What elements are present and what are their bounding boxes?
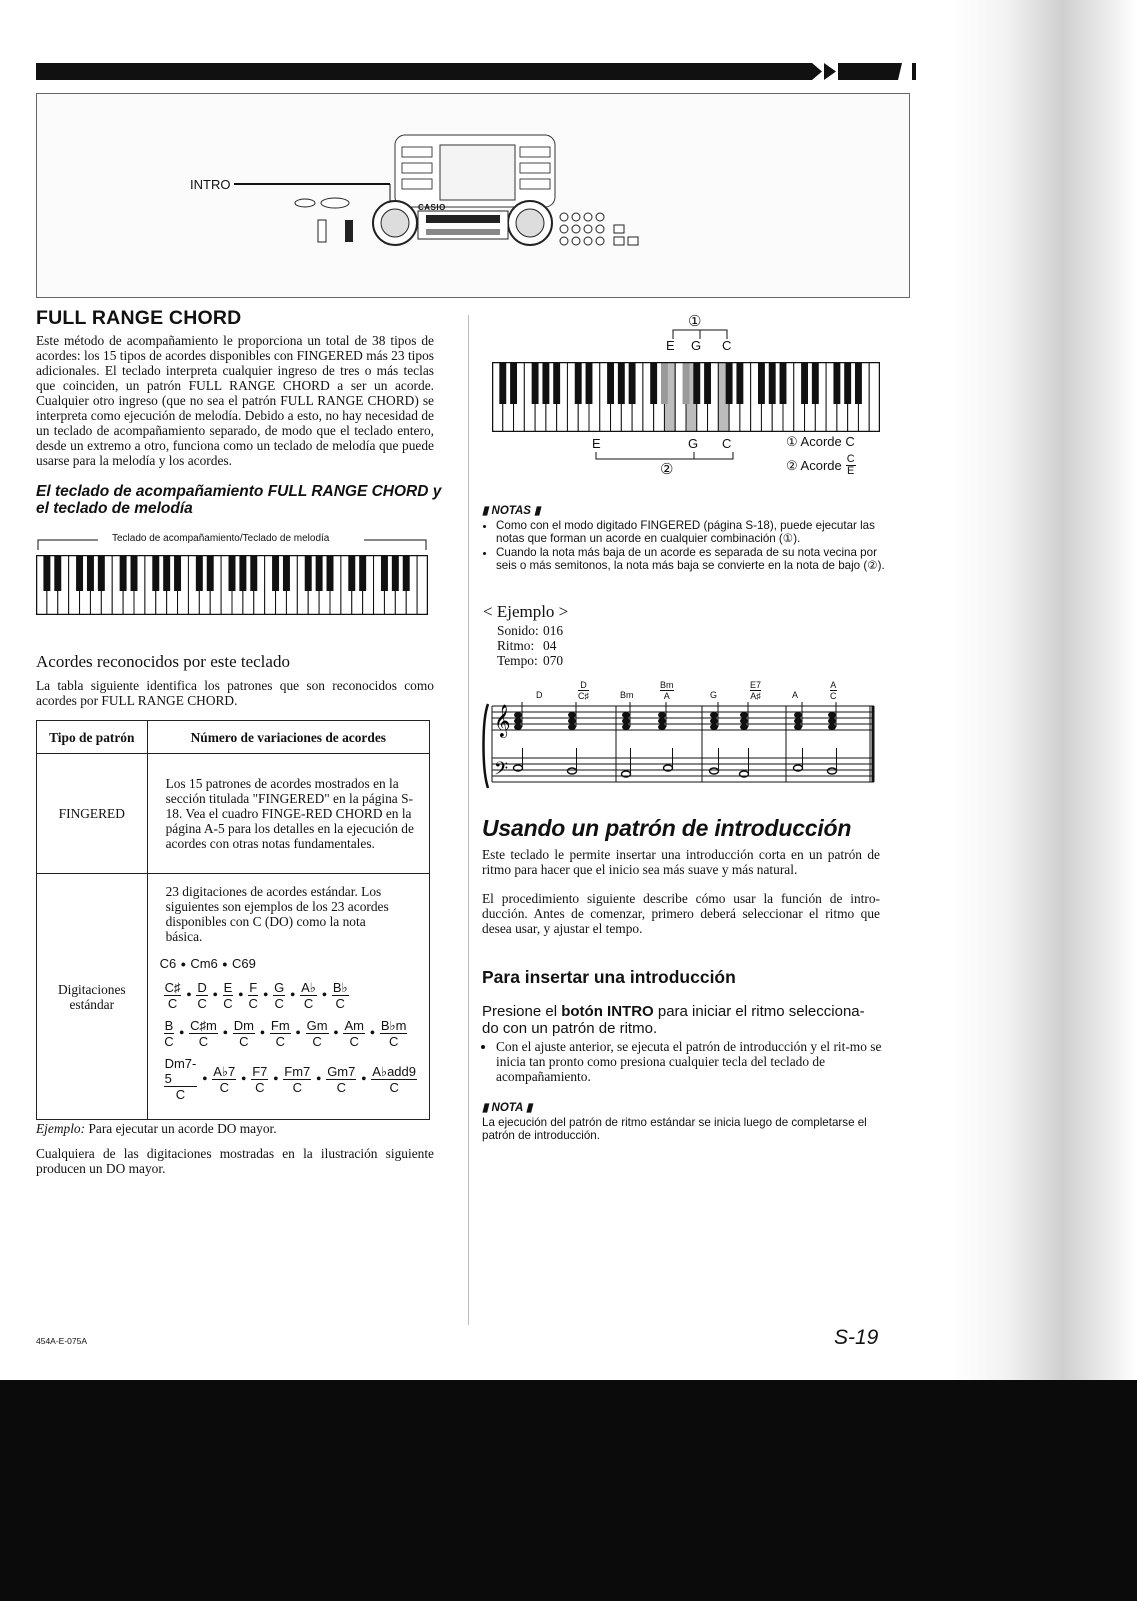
chord-denominator: C bbox=[349, 1034, 359, 1050]
legend2-denominator: E bbox=[847, 465, 855, 477]
note-head bbox=[658, 724, 666, 730]
black-key bbox=[229, 555, 236, 591]
black-key bbox=[131, 555, 138, 591]
chord-numerator: G bbox=[274, 980, 285, 996]
slash-chord bbox=[223, 980, 234, 1011]
black-key bbox=[780, 362, 787, 404]
row-fingered-type: FINGERED bbox=[37, 754, 148, 874]
white-key bbox=[417, 555, 428, 615]
chord-separator-dot: • bbox=[212, 988, 218, 1004]
score-chord bbox=[578, 680, 589, 701]
note-head bbox=[794, 712, 802, 718]
full-range-title: FULL RANGE CHORD bbox=[36, 307, 242, 329]
slash-chord bbox=[212, 1064, 236, 1095]
scanner-background bbox=[0, 1380, 1137, 1601]
black-key bbox=[833, 362, 840, 404]
chord-separator-dot: • bbox=[361, 1071, 367, 1087]
chord-numerator: A♭add9 bbox=[372, 1063, 416, 1079]
white-key bbox=[869, 362, 880, 432]
note-head bbox=[514, 724, 522, 730]
example-label: Ejemplo: bbox=[36, 1121, 86, 1136]
intro-bullet: • Con el ajuste anterior, se ejecuta el patrón de introducción y el rit-mo se inicia tan pronto como presiona cualquier tecla del teclado de acompañamiento. bbox=[496, 1039, 894, 1084]
black-key bbox=[87, 555, 94, 591]
chord-separator-dot: • bbox=[179, 1026, 185, 1042]
black-key bbox=[575, 362, 582, 404]
slash-chord bbox=[164, 1056, 198, 1102]
black-key bbox=[510, 362, 517, 404]
black-key bbox=[272, 555, 279, 591]
chord-numerator: C♯ bbox=[164, 980, 181, 996]
note-head bbox=[622, 712, 630, 718]
chord-separator-dot: • bbox=[202, 1071, 208, 1087]
document-code: 454A-E-075A bbox=[36, 1336, 88, 1346]
slash-chord bbox=[248, 980, 258, 1011]
nota-text: La ejecución del patrón de ritmo estándar se inicia luego de completarse el patrón de introducción. bbox=[482, 1116, 867, 1143]
intro-label: INTRO bbox=[190, 177, 231, 192]
slash-chord bbox=[233, 1018, 255, 1049]
note-head bbox=[514, 712, 522, 718]
ejemplo-row-sonido: Sonido: 016 bbox=[497, 623, 564, 638]
row-standard-cell bbox=[147, 874, 429, 1120]
black-key bbox=[586, 362, 593, 404]
chord-separator-dot: • bbox=[321, 988, 327, 1004]
nota-mark-right: ▮ bbox=[522, 1102, 533, 1114]
chord-separator-dot: • bbox=[241, 1071, 247, 1087]
nota-mark-left: ▮ bbox=[482, 1102, 492, 1114]
chord-keyboard-diagram bbox=[492, 362, 880, 432]
chord-numerator: A♭7 bbox=[213, 1063, 236, 1079]
chord-numerator: Gm7 bbox=[327, 1063, 356, 1079]
chord-denominator: C bbox=[336, 1079, 346, 1095]
slash-chord bbox=[283, 1064, 311, 1095]
chord-separator-dot: • bbox=[222, 956, 228, 973]
example-line bbox=[36, 1121, 277, 1137]
chord-denominator: C bbox=[389, 1079, 399, 1095]
slash-chord bbox=[189, 1018, 218, 1049]
bottom-note-c: C bbox=[722, 436, 732, 451]
bottom-note-e: E bbox=[592, 436, 601, 451]
insert-intro-heading: Para insertar una introducción bbox=[482, 967, 736, 987]
note-head bbox=[622, 718, 630, 724]
legend2-numerator: C bbox=[846, 453, 855, 465]
score-chord-root: A bbox=[792, 690, 799, 700]
chord-numerator: F bbox=[249, 980, 258, 996]
chord-numerator: Dm7-5 bbox=[164, 1056, 197, 1087]
note-head bbox=[740, 718, 748, 724]
note-head bbox=[740, 724, 748, 730]
col-header-type: Tipo de patrón bbox=[37, 721, 148, 754]
chord-separator-dot: • bbox=[180, 956, 186, 973]
legend-acorde-c: ① Acorde C bbox=[786, 434, 855, 449]
chord-denominator: C bbox=[274, 996, 284, 1012]
row-fingered-desc: Los 15 patrones de acordes mostrados en la sección titulada "FINGERED" en la página S-18. Vea el cuadro FINGE-RED CHORD en la página A-5 para los detalles en la ejecución de acordes con otras notas fundamentales. bbox=[147, 754, 429, 874]
chord-separator-dot: • bbox=[273, 1071, 279, 1087]
chord-numerator: Fm7 bbox=[284, 1063, 311, 1079]
ejemplo-row-tempo: Tempo: 070 bbox=[497, 653, 564, 668]
example-closing: Cualquiera de las digitaciones mostradas en la ilustración siguiente producen un DO mayor. bbox=[36, 1146, 434, 1176]
black-key bbox=[152, 555, 159, 591]
note-head bbox=[828, 712, 836, 718]
chord-numerator: B♭m bbox=[380, 1018, 407, 1034]
legend-acorde-c-e bbox=[786, 454, 860, 477]
black-key bbox=[704, 362, 711, 404]
keyboard-device-illustration bbox=[230, 125, 650, 255]
col-header-variations: Número de variaciones de acordes bbox=[147, 721, 429, 754]
slash-chord-row bbox=[160, 1056, 421, 1102]
chord-denominator: C bbox=[164, 1034, 174, 1050]
intro-step-pre: Presione el bbox=[482, 1003, 562, 1020]
row-standard-type: Digitaciones estándar bbox=[37, 874, 148, 1120]
slash-chord bbox=[380, 1018, 408, 1049]
ejemplo-settings bbox=[497, 623, 563, 668]
slash-chord bbox=[196, 980, 207, 1011]
ejemplo-title: < Ejemplo > bbox=[483, 602, 569, 621]
score-chord bbox=[792, 690, 798, 700]
black-key bbox=[758, 362, 765, 404]
black-key bbox=[607, 362, 614, 404]
chord-separator-dot: • bbox=[186, 988, 192, 1004]
chord-separator-dot: • bbox=[263, 988, 269, 1004]
score-chord-bass: C bbox=[830, 691, 837, 701]
note-head bbox=[658, 712, 666, 718]
black-key bbox=[76, 555, 83, 591]
slash-chord bbox=[332, 980, 349, 1011]
black-key bbox=[683, 362, 690, 404]
notas-item-2: • Cuando la nota más baja de un acorde es separada de su nota vecina por seis o más semitonos, la nota más baja se convierte en la nota de bajo (②). bbox=[496, 546, 894, 573]
score-chord bbox=[620, 690, 634, 700]
chord-denominator: C bbox=[335, 996, 345, 1012]
score-chord bbox=[830, 680, 837, 701]
black-key bbox=[661, 362, 668, 404]
chord-numerator: D bbox=[197, 980, 207, 996]
score-chord bbox=[710, 690, 717, 700]
column-divider bbox=[468, 315, 469, 1325]
simple-chords bbox=[160, 956, 421, 972]
score-chord-root: A bbox=[830, 680, 837, 690]
chord-c6: C6 bbox=[159, 956, 177, 971]
chord-denominator: C bbox=[197, 996, 207, 1012]
chord-denominator: C bbox=[312, 1034, 322, 1050]
notas-title: NOTAS bbox=[491, 505, 531, 517]
chord-denominator: C bbox=[223, 996, 233, 1012]
score-chord-root: D bbox=[578, 680, 589, 691]
chord-separator-dot: • bbox=[333, 1026, 339, 1042]
black-key bbox=[650, 362, 657, 404]
chord-denominator: C bbox=[303, 996, 314, 1012]
full-keyboard-diagram bbox=[36, 555, 428, 615]
black-key bbox=[43, 555, 50, 591]
chord-numerator: C♯m bbox=[190, 1018, 217, 1034]
chord-denominator: C bbox=[198, 1034, 209, 1050]
chord-numerator: Am bbox=[344, 1018, 364, 1034]
score-chord bbox=[660, 680, 674, 701]
chord-numerator: Gm bbox=[306, 1018, 328, 1034]
chord-separator-dot: • bbox=[238, 988, 244, 1004]
notas-mark-right: ▮ bbox=[530, 505, 541, 517]
chord-denominator: C bbox=[255, 1079, 265, 1095]
header-bar-arrows bbox=[812, 63, 912, 80]
chord-numerator: F7 bbox=[252, 1063, 268, 1079]
chord-numerator: B bbox=[164, 1018, 174, 1034]
chord-numerator: B♭ bbox=[332, 980, 348, 996]
notas-mark-left: ▮ bbox=[482, 505, 492, 517]
chord-numerator: Dm bbox=[233, 1018, 254, 1034]
note-head bbox=[568, 718, 576, 724]
chord-denominator: C bbox=[175, 1087, 186, 1103]
black-key bbox=[174, 555, 181, 591]
chord-numerator: E bbox=[223, 980, 233, 996]
chord-separator-dot: • bbox=[259, 1026, 265, 1042]
bass-note-head bbox=[828, 768, 837, 774]
black-key bbox=[283, 555, 290, 591]
black-key bbox=[801, 362, 808, 404]
note-head bbox=[794, 718, 802, 724]
recognized-heading: Acordes reconocidos por este teclado bbox=[36, 652, 290, 671]
black-key bbox=[54, 555, 61, 591]
treble-clef-icon: 𝄞 bbox=[494, 704, 511, 737]
chord-separator-dot: • bbox=[369, 1026, 375, 1042]
black-key bbox=[316, 555, 323, 591]
note-head bbox=[514, 718, 522, 724]
black-key bbox=[403, 555, 410, 591]
chord-denominator: C bbox=[292, 1079, 302, 1095]
slash-chord bbox=[270, 1018, 291, 1049]
score-chord-root: Bm bbox=[620, 690, 634, 700]
score-chord-bass: A♯ bbox=[750, 691, 761, 701]
score-chord bbox=[750, 680, 761, 701]
pattern-table bbox=[36, 720, 430, 1120]
intro-bullet-list bbox=[482, 1039, 894, 1084]
black-key bbox=[163, 555, 170, 591]
chord-denominator: C bbox=[239, 1034, 249, 1050]
chord-c69: C69 bbox=[231, 956, 256, 971]
black-key bbox=[250, 555, 257, 591]
intro-step-post: para iniciar el ritmo selecciona-do con un patrón de ritmo. bbox=[482, 1003, 865, 1037]
bass-note-head bbox=[568, 768, 577, 774]
row-standard-desc: 23 digitaciones de acordes estándar. Los siguientes son ejemplos de los 23 acordes disponibles con C (DO) como la nota básica. bbox=[165, 884, 389, 944]
slash-chord bbox=[164, 980, 182, 1011]
black-key bbox=[844, 362, 851, 404]
slash-chord bbox=[300, 980, 317, 1011]
black-key bbox=[239, 555, 246, 591]
slash-chord bbox=[164, 1018, 175, 1049]
slash-chord-row bbox=[160, 980, 421, 1011]
black-key bbox=[532, 362, 539, 404]
ejemplo-row-ritmo: Ritmo: 04 bbox=[497, 638, 557, 653]
grand-staff-brace bbox=[484, 704, 489, 788]
example-text: Para ejecutar un acorde DO mayor. bbox=[88, 1121, 277, 1136]
score-chord-root: G bbox=[710, 690, 718, 700]
chord-denominator: C bbox=[248, 996, 258, 1012]
chord-cm6: Cm6 bbox=[190, 956, 218, 971]
slash-chord bbox=[343, 1018, 365, 1049]
chord-numerator: A♭ bbox=[301, 980, 316, 996]
note-head bbox=[568, 724, 576, 730]
nota-title: NOTA bbox=[491, 1102, 523, 1114]
notas-list bbox=[482, 519, 894, 573]
slash-chord bbox=[251, 1064, 268, 1095]
full-range-intro: Este método de acompañamiento le proporciona un total de 38 tipos de acordes: los 15 tipos de acordes disponibles con FINGERED más 23 tipos adicionales. El teclado interpreta cualquier ingreso de tres o más teclas que coinciden, un patrón FULL RANGE CHORD a ser un acorde. Cualquier otro ingreso (que no sea el patrón FULL RANGE CHORD) se interpreta como ejecución de melodía. Debido a esto, no hay necesidad de un teclado de acompañamiento separado, de modo que el teclado entero, desde un extremo a otro, funciona como un teclado de melodía que puede usarse para la melodía y los acordes. bbox=[36, 333, 434, 468]
black-key bbox=[855, 362, 862, 404]
black-key bbox=[499, 362, 506, 404]
intro-paragraph-1: Este teclado le permite insertar una introducción corta en un patrón de ritmo para hacer que el inicio sea más suave y más natural. bbox=[482, 847, 880, 877]
black-key bbox=[196, 555, 203, 591]
score-chord bbox=[536, 690, 543, 700]
black-key bbox=[120, 555, 127, 591]
score-chord-root: D bbox=[536, 690, 543, 700]
music-score bbox=[482, 700, 878, 792]
chord-separator-dot: • bbox=[316, 1071, 322, 1087]
nota-heading bbox=[482, 1100, 532, 1114]
black-key bbox=[736, 362, 743, 404]
black-key bbox=[392, 555, 399, 591]
black-key bbox=[381, 555, 388, 591]
black-key bbox=[327, 555, 334, 591]
brand-logo: CASIO bbox=[418, 203, 446, 212]
legend2-fraction bbox=[846, 454, 856, 477]
note-head bbox=[622, 724, 630, 730]
black-key bbox=[693, 362, 700, 404]
intro-section-title: Usando un patrón de introducción bbox=[482, 815, 852, 841]
chord-separator-dot: • bbox=[295, 1026, 301, 1042]
intro-button-name: botón INTRO bbox=[561, 1003, 654, 1020]
black-key bbox=[629, 362, 636, 404]
score-chord-bass: A bbox=[663, 691, 670, 701]
note-head bbox=[710, 718, 718, 724]
chord-separator-dot: • bbox=[222, 1026, 228, 1042]
note-head bbox=[710, 724, 718, 730]
intro-paragraph-2: El procedimiento siguiente describe cómo usar la función de intro-ducción. Antes de comenzar, primero deberá seleccionar el ritmo que desea usar, y ajustar el tempo. bbox=[482, 891, 880, 936]
intro-step bbox=[482, 1003, 880, 1037]
note-head bbox=[828, 724, 836, 730]
slash-chord-row bbox=[160, 1018, 421, 1049]
legend2-prefix: ② Acorde bbox=[786, 457, 842, 473]
score-chord-root: Bm bbox=[660, 680, 674, 690]
chord-denominator: C bbox=[388, 1034, 399, 1050]
black-key bbox=[769, 362, 776, 404]
top-note-g: G bbox=[691, 338, 702, 353]
page-number: S-19 bbox=[834, 1326, 879, 1349]
note-head bbox=[568, 712, 576, 718]
header-bar bbox=[36, 63, 916, 80]
chord-one-bracket bbox=[665, 326, 745, 340]
keyboard-caption: Teclado de acompañamiento/Teclado de melodía bbox=[112, 533, 330, 544]
note-head bbox=[794, 724, 802, 730]
notas-heading bbox=[482, 503, 540, 517]
circle-one-marker: ① bbox=[688, 314, 702, 330]
black-key bbox=[542, 362, 549, 404]
black-key bbox=[98, 555, 105, 591]
page-edge-shadow bbox=[952, 0, 1137, 1380]
circle-two-marker: ② bbox=[660, 462, 674, 478]
top-note-e: E bbox=[666, 338, 675, 353]
slash-chord bbox=[273, 980, 285, 1011]
chord-denominator: C bbox=[275, 1034, 285, 1050]
black-key bbox=[618, 362, 625, 404]
score-chord-root: E7 bbox=[750, 680, 762, 690]
black-key bbox=[553, 362, 560, 404]
note-head bbox=[658, 718, 666, 724]
black-key bbox=[207, 555, 214, 591]
chord-separator-dot: • bbox=[290, 988, 296, 1004]
slash-chord-rows bbox=[160, 980, 421, 1102]
slash-chord bbox=[326, 1064, 356, 1095]
note-head bbox=[740, 712, 748, 718]
recognized-intro: La tabla siguiente identifica los patrones que son reconocidos como acordes por FULL RANGE CHORD. bbox=[36, 678, 434, 708]
bottom-note-g: G bbox=[688, 436, 699, 451]
black-key bbox=[812, 362, 819, 404]
chord-denominator: C bbox=[167, 996, 178, 1012]
note-head bbox=[828, 718, 836, 724]
slash-chord bbox=[306, 1018, 329, 1049]
bass-clef-icon: 𝄢 bbox=[494, 759, 509, 784]
chord-denominator: C bbox=[219, 1079, 229, 1095]
black-key bbox=[726, 362, 733, 404]
bass-note-head bbox=[710, 768, 719, 774]
chord-numerator: Fm bbox=[270, 1018, 290, 1034]
slash-chord bbox=[371, 1064, 417, 1095]
black-key bbox=[359, 555, 366, 591]
note-head bbox=[710, 712, 718, 718]
black-key bbox=[305, 555, 312, 591]
black-key bbox=[348, 555, 355, 591]
score-chord-bass: C♯ bbox=[578, 691, 589, 701]
notas-item-1: • Como con el modo digitado FINGERED (página S-18), puede ejecutar las notas que forman un acorde en cualquier combinación (①). bbox=[496, 519, 894, 546]
keyboard-subheading: El teclado de acompañamiento FULL RANGE CHORD y el teclado de melodía bbox=[36, 483, 442, 517]
top-note-c: C bbox=[722, 338, 732, 353]
